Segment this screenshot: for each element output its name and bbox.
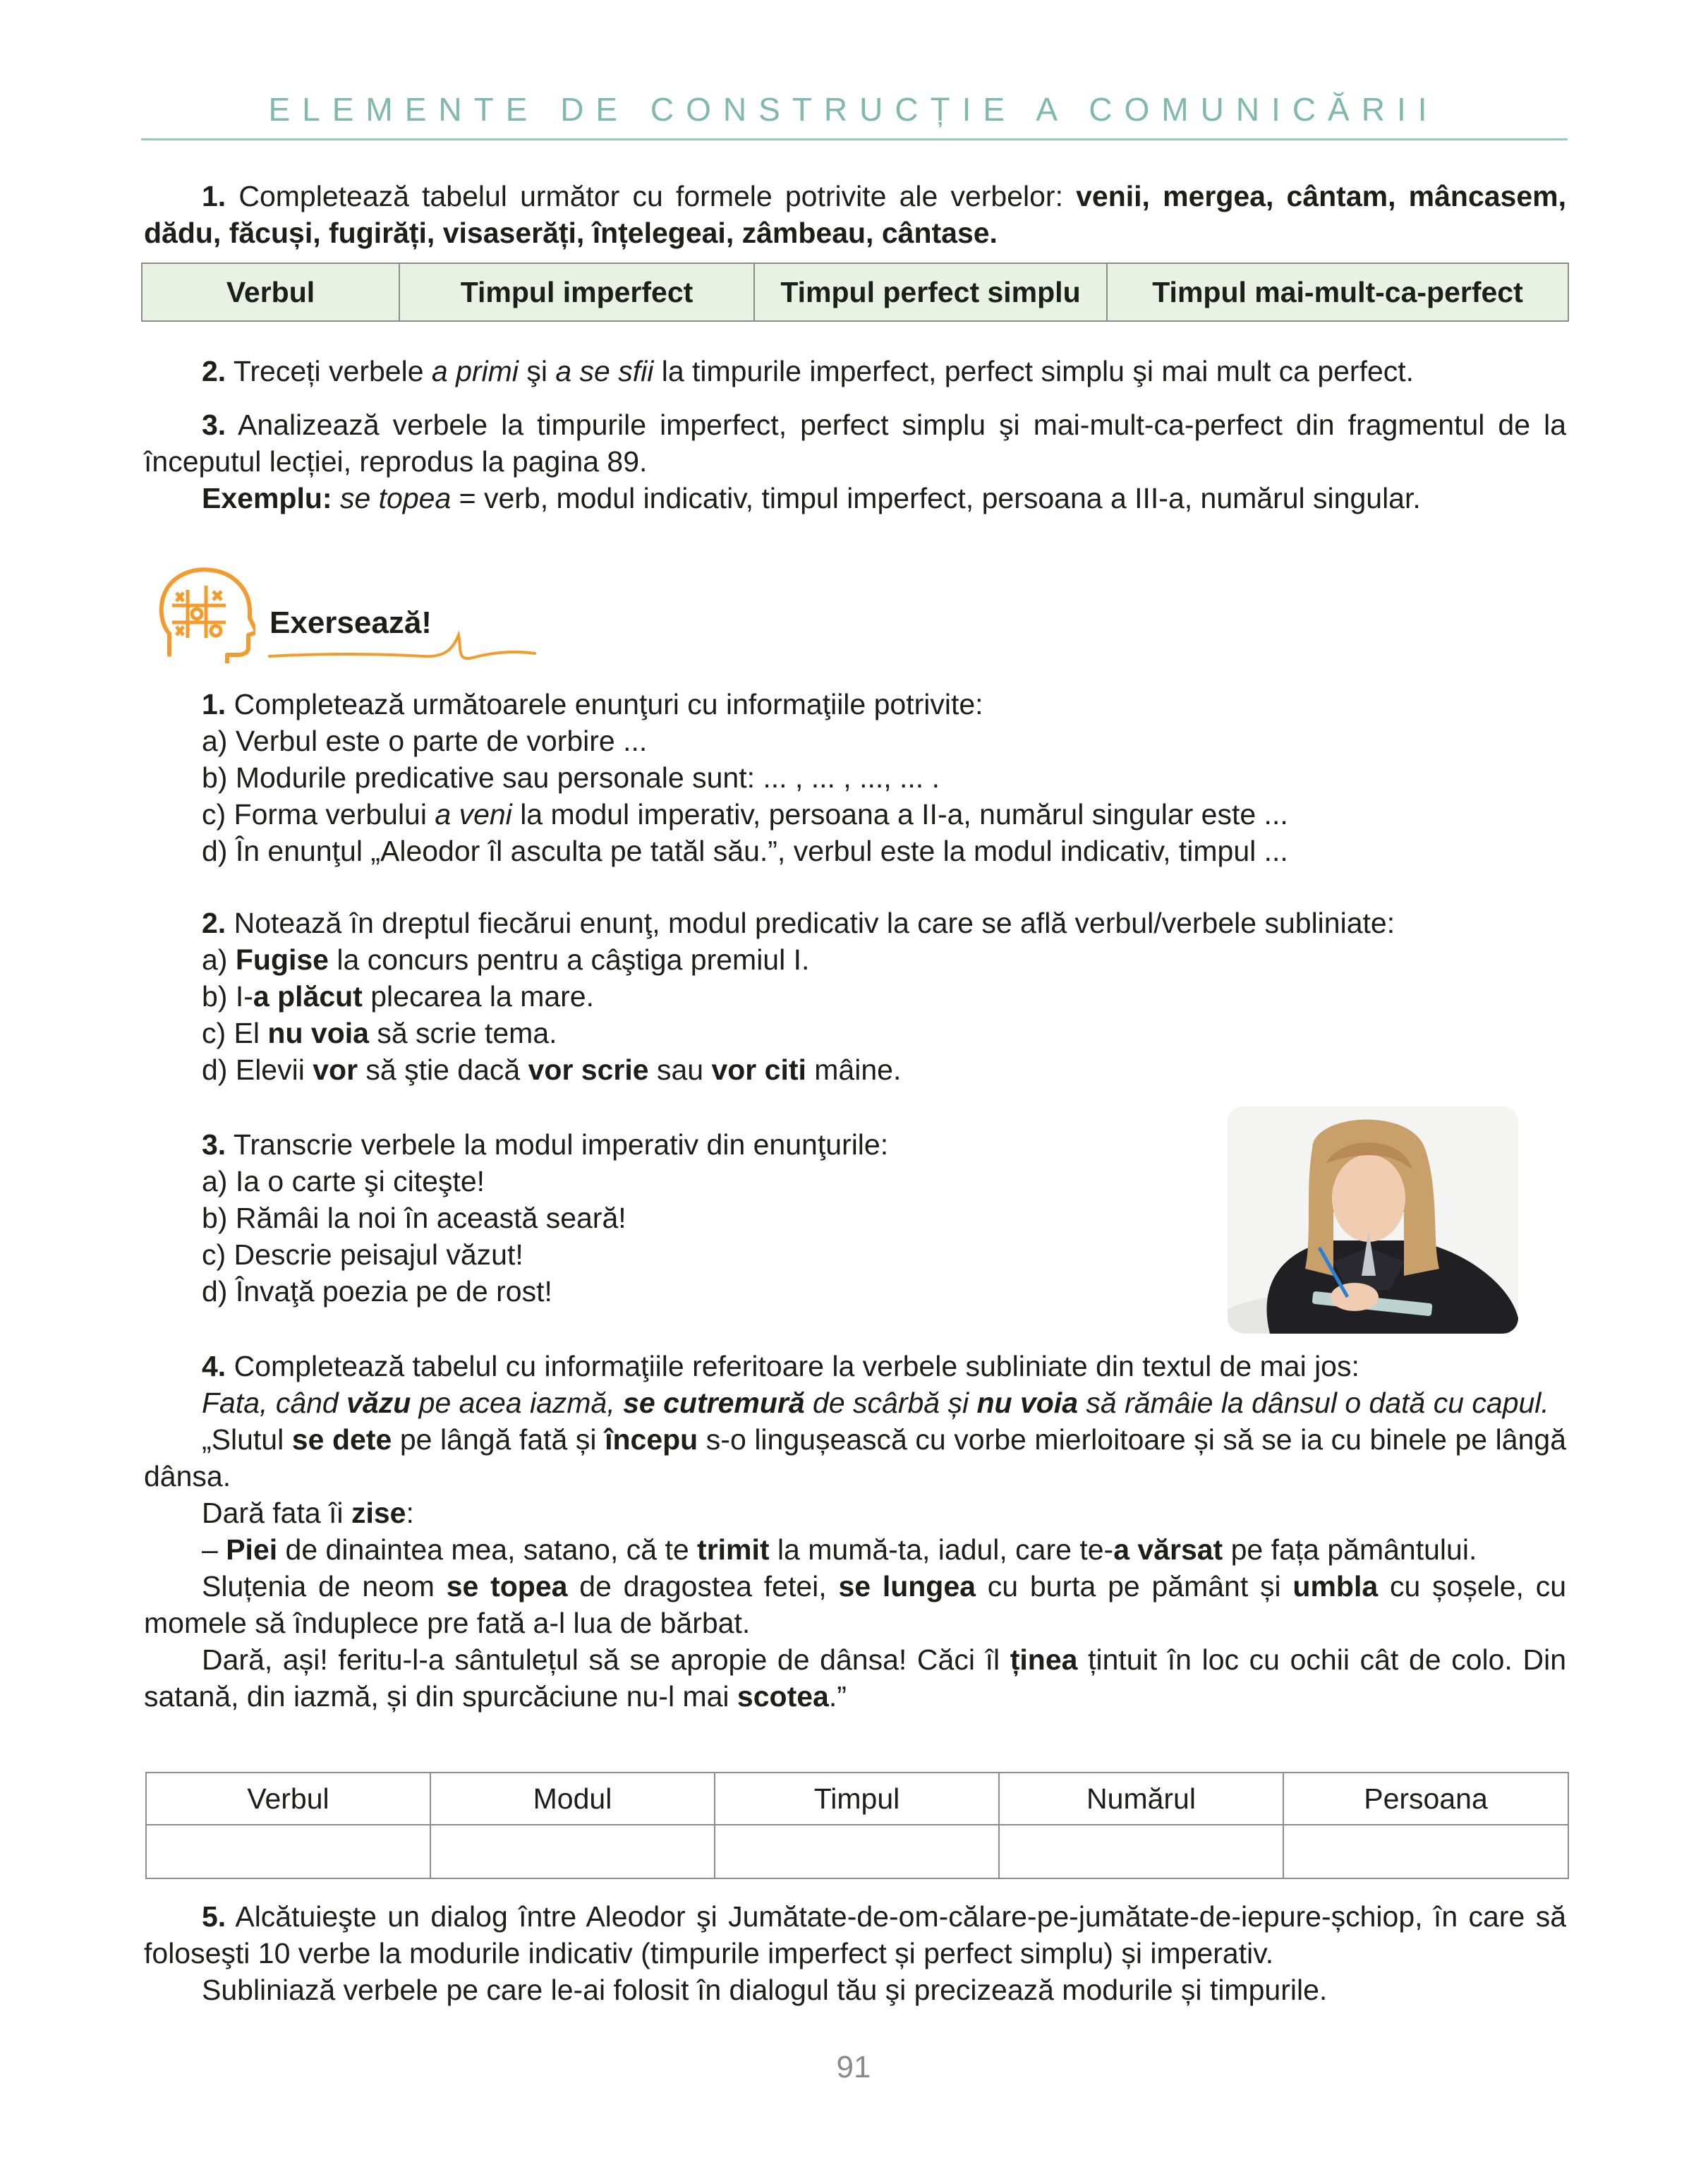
practice-5-instruction: Subliniază verbele pe care le-ai folosit în dialogul tău şi precizează modurile și timpurile. bbox=[202, 1974, 1328, 2006]
puzzle-head-icon bbox=[157, 565, 255, 663]
header-divider bbox=[141, 138, 1568, 140]
table-header-cell: Timpul mai-mult-ca-perfect bbox=[1107, 263, 1568, 321]
empty-cell bbox=[715, 1825, 999, 1878]
table-header-cell: Timpul imperfect bbox=[399, 263, 754, 321]
verb-analysis-table bbox=[145, 1772, 1569, 1879]
exercise-3-example: Exemplu: se topea = verb, modul indicativ, timpul imperfect, persoana a III-a, numărul singular. bbox=[202, 482, 1421, 514]
page-number: 91 bbox=[836, 2050, 871, 2084]
table-header-cell: Timpul perfect simplu bbox=[754, 263, 1107, 321]
verb-tenses-table bbox=[141, 262, 1569, 322]
page-header-title: ELEMENTE DE CONSTRUCȚIE A COMUNICĂRII bbox=[268, 91, 1439, 128]
exercise-1: 1. Completează tabelul următor cu formele potrivite ale verbelor: venii, mergea, cântam, mâncasem, dădu, făcuși, fugirăți, visaserăți, înțelegeai, zâmbeau, cântase. bbox=[144, 180, 1566, 249]
swoosh-underline-icon bbox=[268, 628, 536, 670]
empty-cell bbox=[999, 1825, 1283, 1878]
table-row bbox=[146, 1825, 1568, 1878]
table-header-cell: Modul bbox=[430, 1773, 715, 1825]
table-header-cell: Persoana bbox=[1283, 1773, 1568, 1825]
table-header-cell: Numărul bbox=[999, 1773, 1283, 1825]
student-writing-photo bbox=[1228, 1106, 1518, 1334]
exerseaza-title: Exersează! bbox=[269, 605, 432, 640]
practice-4-intro: 4. Completează tabelul cu informaţiile referitoare la verbele subliniate din textul de mai jos: bbox=[202, 1350, 1359, 1382]
practice-2: 2. Notează în dreptul fiecărui enunţ, modul predicativ la care se află verbul/verbele subliniate: a) Fugise la concurs pentru a câştiga premiul I. b) I-a plăcut plecarea la mare. c) El nu voia să scrie tema. d) Elevii vor să ştie dacă vor scrie sau vor citi mâine. bbox=[202, 907, 1395, 1086]
empty-cell bbox=[1283, 1825, 1568, 1878]
table-header-cell: Timpul bbox=[715, 1773, 999, 1825]
exercise-3: 3. Analizează verbele la timpurile imperfect, perfect simplu şi mai-mult-ca-perfect din fragmentul de la începutul lecției, reprodus la pagina 89. bbox=[144, 409, 1566, 478]
exercise-2: 2. Treceți verbele a primi şi a se sfii la timpurile imperfect, perfect simplu şi mai mult ca perfect. bbox=[202, 355, 1415, 387]
table-header-cell: Verbul bbox=[142, 263, 399, 321]
practice-5: 5. Alcătuieşte un dialog între Aleodor şi Jumătate-de-om-călare-pe-jumătate-de-iepure-șchiop, în care să foloseşti 10 verbe la modurile indicativ (timpurile imperfect și perfect simplu) și imperativ. bbox=[144, 1900, 1566, 1969]
practice-3: 3. Transcrie verbele la modul imperativ din enunţurile: a) Ia o carte şi citeşte! b) Rămâi la noi în această seară! c) Descrie peisajul văzut! d) Învaţă poezia pe de rost! bbox=[202, 1128, 889, 1308]
practice-1: 1. Completează următoarele enunţuri cu informaţiile potrivite: a) Verbul este o parte de vorbire ... b) Modurile predicative sau personale sunt: ... , ... , ..., ... . c) Forma verbului a veni la modul imperativ, persoana a II-a, numărul singular este ... d) În enunţul „Aleodor îl asculta pe tatăl său.”, verbul este la modul indicativ, timpul ... bbox=[202, 688, 1288, 867]
practice-4-text: Fata, când văzu pe acea iazmă, se cutremură de scârbă și nu voia să rămâie la dânsul o dată cu capul. „Slutul se dete pe lângă fată și începu s-o lingușească cu vorbe mierloitoare și să se ia cu binele pe lângă dânsa. Dară fata îi zise: – Piei de dinaintea mea, satano, că te trimit la mumă-ta, iadul, care te-a vărsat pe fața pământului. Sluțenia de neom se topea de dragostea fetei, se lungea cu burta pe pământ și umbla cu șoșele, cu momele să înduplece pre fată a-l lua de bărbat. Dară, ași! feritu-l-a sântulețul să se apropie de dânsa! Căci îl ținea țintuit în loc cu ochii cât de colo. Din satană, din iazmă, și din spurcăciune nu-l mai scotea.” bbox=[144, 1387, 1567, 1713]
empty-cell bbox=[430, 1825, 715, 1878]
empty-cell bbox=[146, 1825, 430, 1878]
table-header-cell: Verbul bbox=[146, 1773, 430, 1825]
